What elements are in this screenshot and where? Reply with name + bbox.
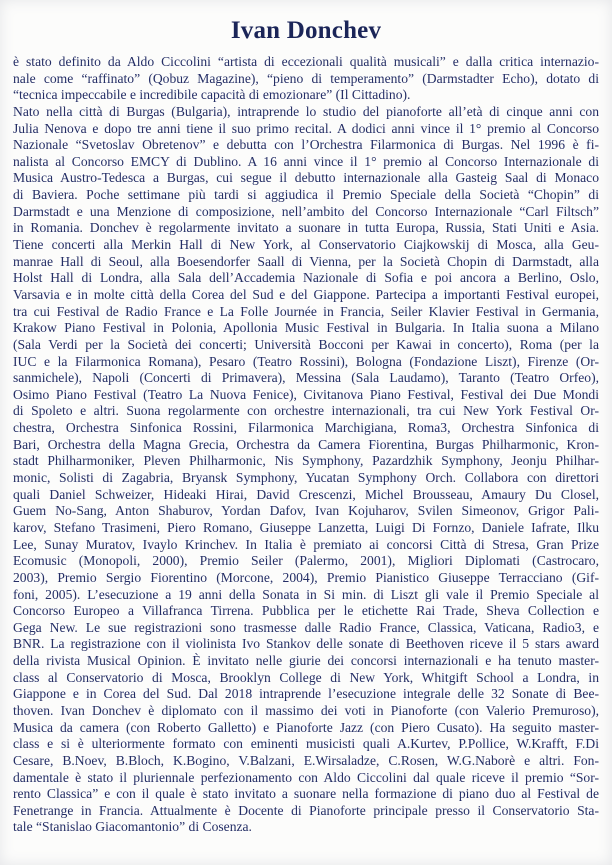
bio-line: Holst Hall di Londra, alla Sala dell’Accademia Nazionale di Sofia e poi ancora a Berlino, Oslo, bbox=[13, 270, 599, 286]
bio-line: chestra, Orchestra Sinfonica Rossini, Filarmonica Marchigiana, Roma3, Orchestra Sinfonica di bbox=[13, 420, 599, 436]
bio-line: damentale è stato il pluriennale perfezionamento con Aldo Ciccolini dal quale riceve il premio “Sor- bbox=[13, 769, 599, 785]
bio-line: class al Conservatorio di Mosca, Brooklyn College di New York, Whitgift School a Londra, in bbox=[13, 669, 599, 685]
bio-line: Nato nella città di Burgas (Bulgaria), intraprende lo studio del pianoforte all’età di cinque anni con bbox=[13, 103, 599, 119]
bio-line: Concorso Europeo a Villafranca Tirrena. Pubblica per le etichette Rai Trade, Sheva Collection e bbox=[13, 603, 599, 619]
bio-line: Fenetrange in Francia. Attualmente è Docente di Pianoforte principale presso il Conservatorio Sta- bbox=[13, 802, 599, 818]
bio-line: Gega New. Le sue registrazioni sono trasmesse dalle Radio France, Classica, Vaticana, Radio3, e bbox=[13, 619, 599, 635]
bio-line: nalista al Concorso EMCY di Dublino. A 16 anni vince il 1° premio al Concorso Internazionale di bbox=[13, 153, 599, 169]
bio-line: Musica Austro-Tedesca a Burgas, cui segue il debutto internazionale alla Gasteig Saal di Monaco bbox=[13, 170, 599, 186]
bio-line: Nazionale “Svetoslav Obretenov” e debutta con l’Orchestra Filarmonica di Burgas. Nel 1996 è fi- bbox=[13, 137, 599, 153]
biography-text bbox=[13, 54, 599, 836]
bio-line: class e si è ulteriormente formato con eminenti musicisti quali A.Kurtev, P.Pollice, W.Krafft, F.Di bbox=[13, 736, 599, 752]
bio-line: 2003), Premio Sergio Fiorentino (Morcone, 2004), Premio Pianistico Giuseppe Terracciano (Gif- bbox=[13, 569, 599, 585]
bio-line: sanmichele), Napoli (Concerti di Primavera), Messina (Sala Laudamo), Taranto (Teatro Orfeo), bbox=[13, 370, 599, 386]
bio-line: Darmstadt e una Menzione di composizione, nell’ambito del Concorso Internazionale “Carl Filtsch” bbox=[13, 203, 599, 219]
page-title: Ivan Donchev bbox=[230, 17, 382, 44]
bio-line: (Sala Verdi per la Società dei concerti; Università Bocconi per Kawai in concerto), Roma (per la bbox=[13, 336, 599, 352]
bio-line: quali Daniel Schweizer, Hideaki Hirai, David Crescenzi, Michel Brousseau, Amaury Du Closel, bbox=[13, 486, 599, 502]
bio-line: Krakow Piano Festival in Polonia, Apollonia Music Festival in Bulgaria. In Italia suona a Milano bbox=[13, 320, 599, 336]
bio-line: di Spoleto e altri. Suona regolarmente con orchestre internazionali, tra cui New York Festival Or- bbox=[13, 403, 599, 419]
bio-line: stadt Philharmoniker, Pleven Philharmonic, Nis Symphony, Pazardzhik Symphony, Jeonju Philhar- bbox=[13, 453, 599, 469]
bio-line: in Romania. Donchev è regolarmente invitato a suonare in tutta Europa, Russia, Stati Uniti e Asia. bbox=[13, 220, 599, 236]
bio-line: Giappone e in Corea del Sud. Dal 2018 intraprende l’esecuzione integrale delle 32 Sonate di Bee- bbox=[13, 686, 599, 702]
bio-line: foni, 2005). L’esecuzione a 19 anni della Sonata in Si min. di Liszt gli vale il Premio Speciale al bbox=[13, 586, 599, 602]
bio-line: Julia Nenova e dopo tre anni tiene il suo primo recital. A dodici anni vince il 1° premio al Concorso bbox=[13, 120, 599, 136]
bio-line: Bari, Orchestra della Magna Grecia, Orchestra da Camera Fiorentina, Burgas Philharmonic, Kron- bbox=[13, 436, 599, 452]
bio-line: Lee, Sunay Muratov, Ivaylo Krinchev. In Italia è premiato ai concorsi Città di Stresa, Gran Prize bbox=[13, 536, 599, 552]
bio-line: tale “Stanislao Giacomantonio” di Cosenza. bbox=[13, 819, 252, 835]
bio-line: Cesare, B.Noev, B.Bloch, K.Bogino, V.Balzani, E.Wirsaladze, C.Rosen, W.G.Naborè e altri. Fon- bbox=[13, 752, 599, 768]
bio-line: rento Classica” e con il quale è stato invitato a suonare nella formazione di piano duo al Festival de bbox=[13, 786, 599, 802]
bio-line: Tiene concerti alla Merkin Hall di New York, al Conservatorio Ciajkowskij di Mosca, alla Geu- bbox=[13, 237, 599, 253]
bio-line: della rivista Musical Opinion. È invitato nelle giurie dei concorsi internazionali e ha tenuto master- bbox=[13, 653, 599, 669]
bio-line: è stato definito da Aldo Ciccolini “artista di eccezionali qualità musicali” e dalla critica internazio- bbox=[13, 54, 599, 69]
bio-line: BNR. La registrazione con il violinista Ivo Stankov delle sonate di Beethoven riceve il 5 stars award bbox=[13, 636, 599, 652]
bio-line: Musica da camera (con Roberto Galletto) e Pianoforte Jazz (con Piero Cusato). Ha seguito master- bbox=[13, 719, 599, 735]
bio-line: di Baviera. Poche settimane più tardi si aggiudica il Premio Speciale della Società “Chopin” di bbox=[13, 187, 599, 203]
bio-line: Varsavia e in molte città della Corea del Sud e del Giappone. Partecipa a importanti Festival europei, bbox=[13, 286, 599, 302]
bio-line: thoven. Ivan Donchev è diplomato con il massimo dei voti in Pianoforte (con Valerio Premuroso), bbox=[13, 702, 599, 718]
bio-line: nale come “raffinato” (Qobuz Magazine), “pieno di temperamento” (Darmstadter Echo), dotato di bbox=[13, 70, 599, 86]
bio-line: “tecnica impeccabile e incredibile capacità di emozionare” (Il Cittadino). bbox=[13, 87, 411, 103]
bio-line: Osimo Piano Festival (Teatro La Nuova Fenice), Civitanova Piano Festival, Festival dei Due Mondi bbox=[13, 386, 599, 402]
bio-line: Ecomusic (Monopoli, 2000), Premio Seiler (Palermo, 2001), Migliori Diplomati (Castrocaro, bbox=[13, 553, 599, 569]
bio-line: manrae Hall di Seoul, alla Boesendorfer Saall di Vienna, per la Società Chopin di Darmstadt, alla bbox=[13, 253, 599, 269]
bio-line: tra cui Festival de Radio France e La Folle Journée in Francia, Seiler Klavier Festival in Germania, bbox=[13, 303, 599, 319]
bio-line: karov, Stefano Trasimeni, Piero Romano, Giuseppe Lanzetta, Luigi Di Fornzo, Daniele Iafrate, Ilku bbox=[13, 519, 599, 535]
bio-line: IUC e la Filarmonica Romana), Pesaro (Teatro Rossini), Bologna (Fondazione Liszt), Firenze (Or- bbox=[13, 353, 599, 369]
bio-line: Guem No-Sang, Anton Shaburov, Yordan Dafov, Ivan Kojuharov, Svilen Simeonov, Grigor Pali- bbox=[13, 503, 599, 519]
bio-line: monic, Solisti di Zagabria, Bryansk Symphony, Yucatan Symphony Orch. Collabora con direttori bbox=[13, 470, 599, 486]
